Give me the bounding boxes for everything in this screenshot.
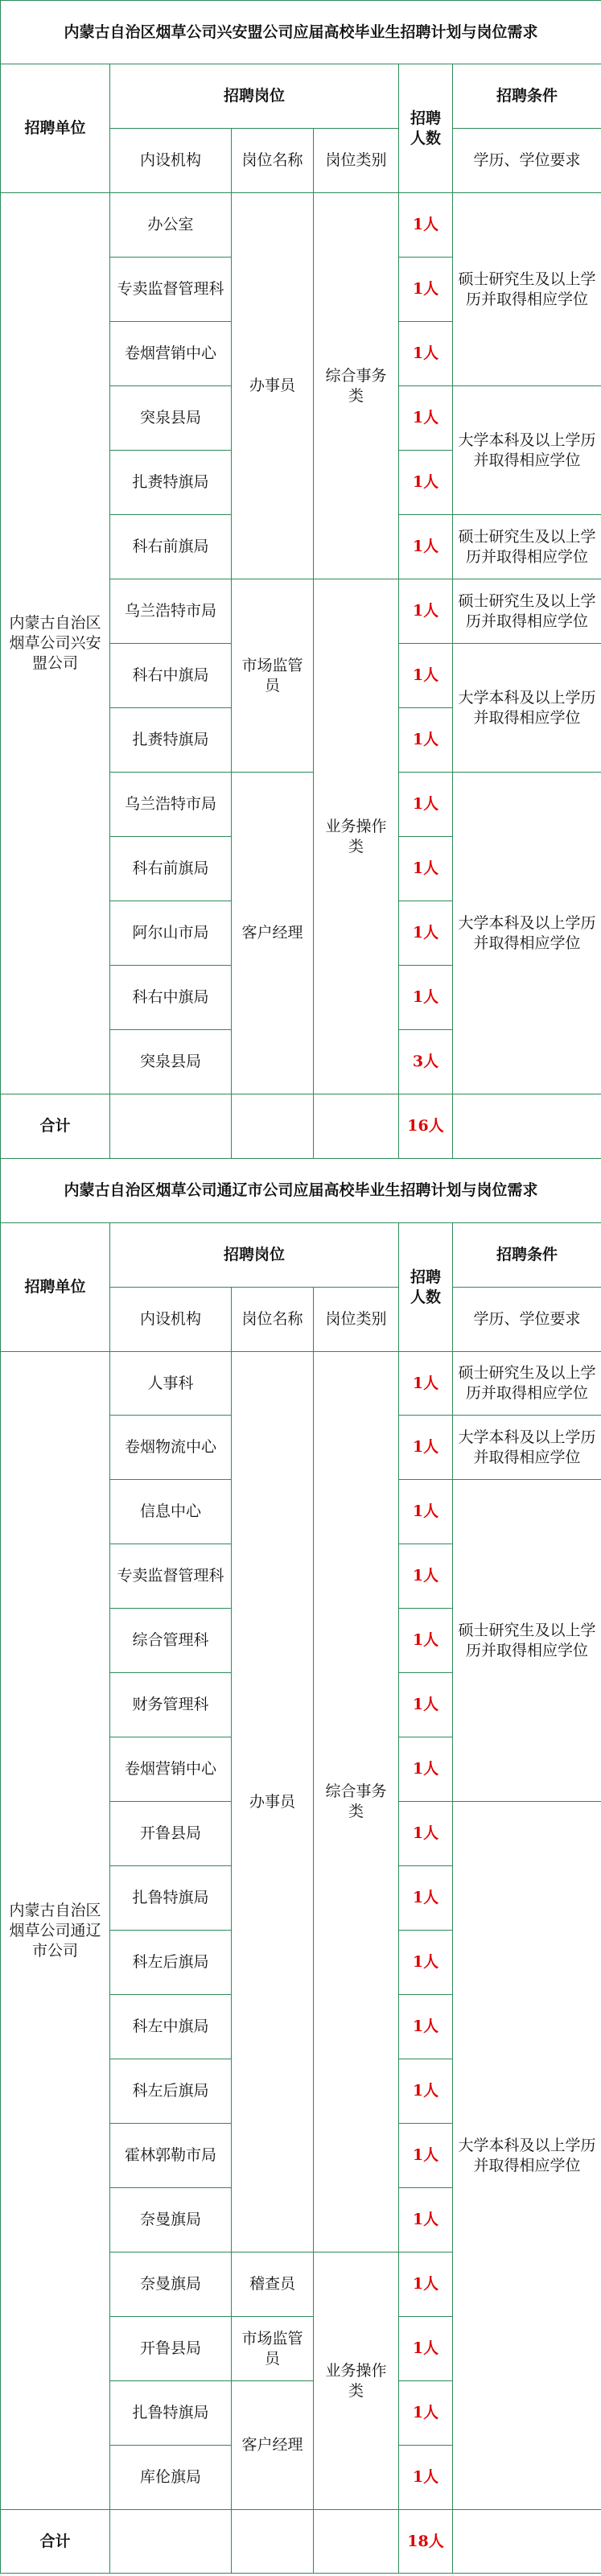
dept-cell: 阿尔山市局 <box>110 901 232 966</box>
header-post-name: 岗位名称 <box>232 1288 314 1352</box>
total-empty <box>314 2510 399 2574</box>
header-dept: 内设机构 <box>110 1288 232 1352</box>
count-cell: 1人 <box>399 708 453 773</box>
count-cell: 1人 <box>399 2188 453 2252</box>
header-edu: 学历、学位要求 <box>453 1288 601 1352</box>
post-name: 市场监管员 <box>232 579 314 773</box>
dept-cell: 卷烟物流中心 <box>110 1416 232 1480</box>
header-edu: 学历、学位要求 <box>453 129 601 193</box>
dept-cell: 专卖监督管理科 <box>110 258 232 322</box>
total-empty <box>453 1094 601 1159</box>
dept-cell: 科左中旗局 <box>110 1995 232 2059</box>
header-position: 招聘岗位 <box>110 64 399 129</box>
dept-cell: 科右中旗局 <box>110 966 232 1030</box>
post-type: 综合事务类 <box>314 1352 399 2252</box>
count-cell: 1人 <box>399 1737 453 1802</box>
post-name: 客户经理 <box>232 773 314 1094</box>
post-type: 综合事务类 <box>314 193 399 579</box>
count-cell: 1人 <box>399 1931 453 1995</box>
dept-cell: 扎赉特旗局 <box>110 451 232 515</box>
count-cell: 1人 <box>399 644 453 708</box>
dept-cell: 卷烟营销中心 <box>110 322 232 386</box>
count-cell: 1人 <box>399 579 453 644</box>
count-cell: 1人 <box>399 773 453 837</box>
header-unit: 招聘单位 <box>1 64 110 193</box>
header-position: 招聘岗位 <box>110 1223 399 1288</box>
total-empty <box>314 1094 399 1159</box>
count-cell: 1人 <box>399 1609 453 1673</box>
count-cell: 1人 <box>399 1544 453 1609</box>
total-empty <box>232 1094 314 1159</box>
header-unit: 招聘单位 <box>1 1223 110 1352</box>
header-post-type: 岗位类别 <box>314 129 399 193</box>
post-name: 办事员 <box>232 1352 314 2252</box>
header-count: 招聘人数 <box>399 1223 453 1352</box>
total-empty <box>453 2510 601 2574</box>
requirement: 硕士研究生及以上学历并取得相应学位 <box>453 1480 601 1802</box>
header-post-type: 岗位类别 <box>314 1288 399 1352</box>
count-cell: 1人 <box>399 1995 453 2059</box>
requirement: 硕士研究生及以上学历并取得相应学位 <box>453 1352 601 1416</box>
dept-cell: 信息中心 <box>110 1480 232 1544</box>
dept-cell: 办公室 <box>110 193 232 258</box>
dept-cell: 突泉县局 <box>110 1030 232 1094</box>
total-empty <box>232 2510 314 2574</box>
requirement: 大学本科及以上学历并取得相应学位 <box>453 1802 601 2510</box>
total-label: 合计 <box>1 1094 110 1159</box>
dept-cell: 人事科 <box>110 1352 232 1416</box>
post-name: 稽查员 <box>232 2252 314 2317</box>
post-name: 客户经理 <box>232 2381 314 2510</box>
count-cell: 1人 <box>399 1802 453 1866</box>
header-post-name: 岗位名称 <box>232 129 314 193</box>
dept-cell: 奈曼旗局 <box>110 2188 232 2252</box>
post-type: 业务操作类 <box>314 2252 399 2510</box>
section-title: 内蒙古自治区烟草公司通辽市公司应届高校毕业生招聘计划与岗位需求 <box>1 1159 601 1223</box>
count-cell: 1人 <box>399 1673 453 1737</box>
count-cell: 1人 <box>399 2317 453 2381</box>
post-type: 业务操作类 <box>314 579 399 1094</box>
dept-cell: 乌兰浩特市局 <box>110 773 232 837</box>
total-empty <box>110 1094 232 1159</box>
count-cell: 1人 <box>399 1866 453 1931</box>
section-title: 内蒙古自治区烟草公司兴安盟公司应届高校毕业生招聘计划与岗位需求 <box>1 1 601 64</box>
count-cell: 3人 <box>399 1030 453 1094</box>
total-count: 16人 <box>399 1094 453 1159</box>
requirement: 大学本科及以上学历并取得相应学位 <box>453 1416 601 1480</box>
dept-cell: 开鲁县局 <box>110 1802 232 1866</box>
total-label: 合计 <box>1 2510 110 2574</box>
header-count: 招聘人数 <box>399 64 453 193</box>
dept-cell: 卷烟营销中心 <box>110 1737 232 1802</box>
requirement: 硕士研究生及以上学历并取得相应学位 <box>453 579 601 644</box>
dept-cell: 科左后旗局 <box>110 1931 232 1995</box>
dept-cell: 科右前旗局 <box>110 837 232 901</box>
count-cell: 1人 <box>399 386 453 451</box>
unit-name: 内蒙古自治区烟草公司通辽市公司 <box>1 1352 110 2510</box>
count-cell: 1人 <box>399 258 453 322</box>
dept-cell: 开鲁县局 <box>110 2317 232 2381</box>
dept-cell: 科右中旗局 <box>110 644 232 708</box>
dept-cell: 综合管理科 <box>110 1609 232 1673</box>
count-cell: 1人 <box>399 2059 453 2124</box>
post-name: 市场监管员 <box>232 2317 314 2381</box>
dept-cell: 扎赉特旗局 <box>110 708 232 773</box>
dept-cell: 科右前旗局 <box>110 515 232 579</box>
requirement: 大学本科及以上学历并取得相应学位 <box>453 386 601 515</box>
count-cell: 1人 <box>399 1352 453 1416</box>
total-empty <box>110 2510 232 2574</box>
count-cell: 1人 <box>399 901 453 966</box>
header-conditions: 招聘条件 <box>453 64 601 129</box>
count-cell: 1人 <box>399 2446 453 2510</box>
dept-cell: 财务管理科 <box>110 1673 232 1737</box>
unit-name: 内蒙古自治区烟草公司兴安盟公司 <box>1 193 110 1094</box>
count-cell: 1人 <box>399 1416 453 1480</box>
dept-cell: 专卖监督管理科 <box>110 1544 232 1609</box>
header-conditions: 招聘条件 <box>453 1223 601 1288</box>
dept-cell: 奈曼旗局 <box>110 2252 232 2317</box>
count-cell: 1人 <box>399 515 453 579</box>
dept-cell: 科左后旗局 <box>110 2059 232 2124</box>
count-cell: 1人 <box>399 451 453 515</box>
count-cell: 1人 <box>399 966 453 1030</box>
count-cell: 1人 <box>399 837 453 901</box>
count-cell: 1人 <box>399 2124 453 2188</box>
requirement: 大学本科及以上学历并取得相应学位 <box>453 644 601 773</box>
requirement: 硕士研究生及以上学历并取得相应学位 <box>453 193 601 386</box>
count-cell: 1人 <box>399 322 453 386</box>
dept-cell: 乌兰浩特市局 <box>110 579 232 644</box>
header-dept: 内设机构 <box>110 129 232 193</box>
dept-cell: 突泉县局 <box>110 386 232 451</box>
dept-cell: 库伦旗局 <box>110 2446 232 2510</box>
count-cell: 1人 <box>399 193 453 258</box>
requirement: 硕士研究生及以上学历并取得相应学位 <box>453 515 601 579</box>
count-cell: 1人 <box>399 1480 453 1544</box>
count-cell: 1人 <box>399 2381 453 2446</box>
dept-cell: 霍林郭勒市局 <box>110 2124 232 2188</box>
total-count: 18人 <box>399 2510 453 2574</box>
requirement: 大学本科及以上学历并取得相应学位 <box>453 773 601 1094</box>
post-name: 办事员 <box>232 193 314 579</box>
count-cell: 1人 <box>399 2252 453 2317</box>
dept-cell: 扎鲁特旗局 <box>110 1866 232 1931</box>
dept-cell: 扎鲁特旗局 <box>110 2381 232 2446</box>
